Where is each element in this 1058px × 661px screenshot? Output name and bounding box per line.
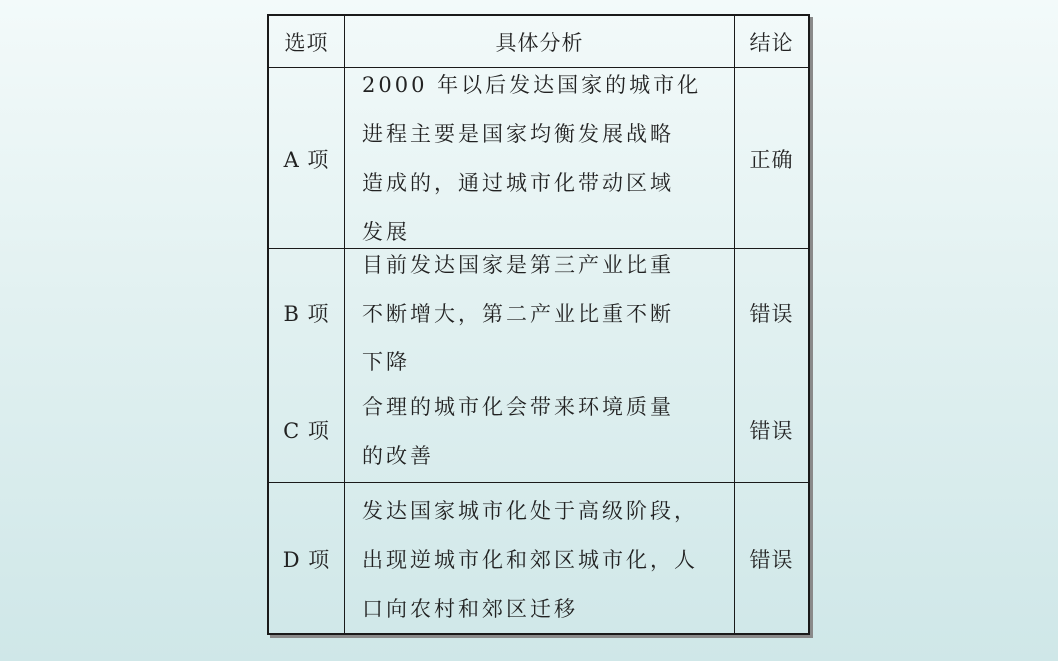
row-divider <box>269 482 808 483</box>
row-d-conclusion: 错误 <box>749 548 794 572</box>
analysis-line: 发展 <box>362 220 410 244</box>
row-b-conclusion: 错误 <box>749 302 794 326</box>
analysis-line: 发达国家城市化处于高级阶段， <box>362 499 698 523</box>
row-a-conclusion: 正确 <box>749 148 794 172</box>
header-conclusion: 结论 <box>749 30 794 55</box>
analysis-line: 2000 年以后发达国家的城市化 <box>362 73 702 97</box>
column-divider <box>344 16 345 633</box>
header-option: 选项 <box>284 30 329 55</box>
analysis-line: 进程主要是国家均衡发展战略 <box>362 122 674 146</box>
analysis-line: 目前发达国家是第三产业比重 <box>362 253 674 277</box>
header-analysis: 具体分析 <box>495 30 584 55</box>
analysis-line: 口向农村和郊区迁移 <box>362 597 578 621</box>
analysis-table <box>267 14 810 635</box>
analysis-line: 下降 <box>362 350 410 374</box>
row-c-option: C 项 <box>283 419 330 443</box>
row-b-option: B 项 <box>283 302 330 326</box>
analysis-line: 不断增大，第二产业比重不断 <box>362 302 674 326</box>
analysis-line: 出现逆城市化和郊区城市化，人 <box>362 548 698 572</box>
row-d-option: D 项 <box>282 548 331 572</box>
row-c-conclusion: 错误 <box>749 419 794 443</box>
analysis-line: 的改善 <box>362 444 434 468</box>
row-divider <box>269 248 808 249</box>
row-a-option: A 项 <box>283 148 330 172</box>
analysis-line: 造成的，通过城市化带动区域 <box>362 171 674 195</box>
row-divider <box>269 67 808 68</box>
analysis-line: 合理的城市化会带来环境质量 <box>362 395 674 419</box>
